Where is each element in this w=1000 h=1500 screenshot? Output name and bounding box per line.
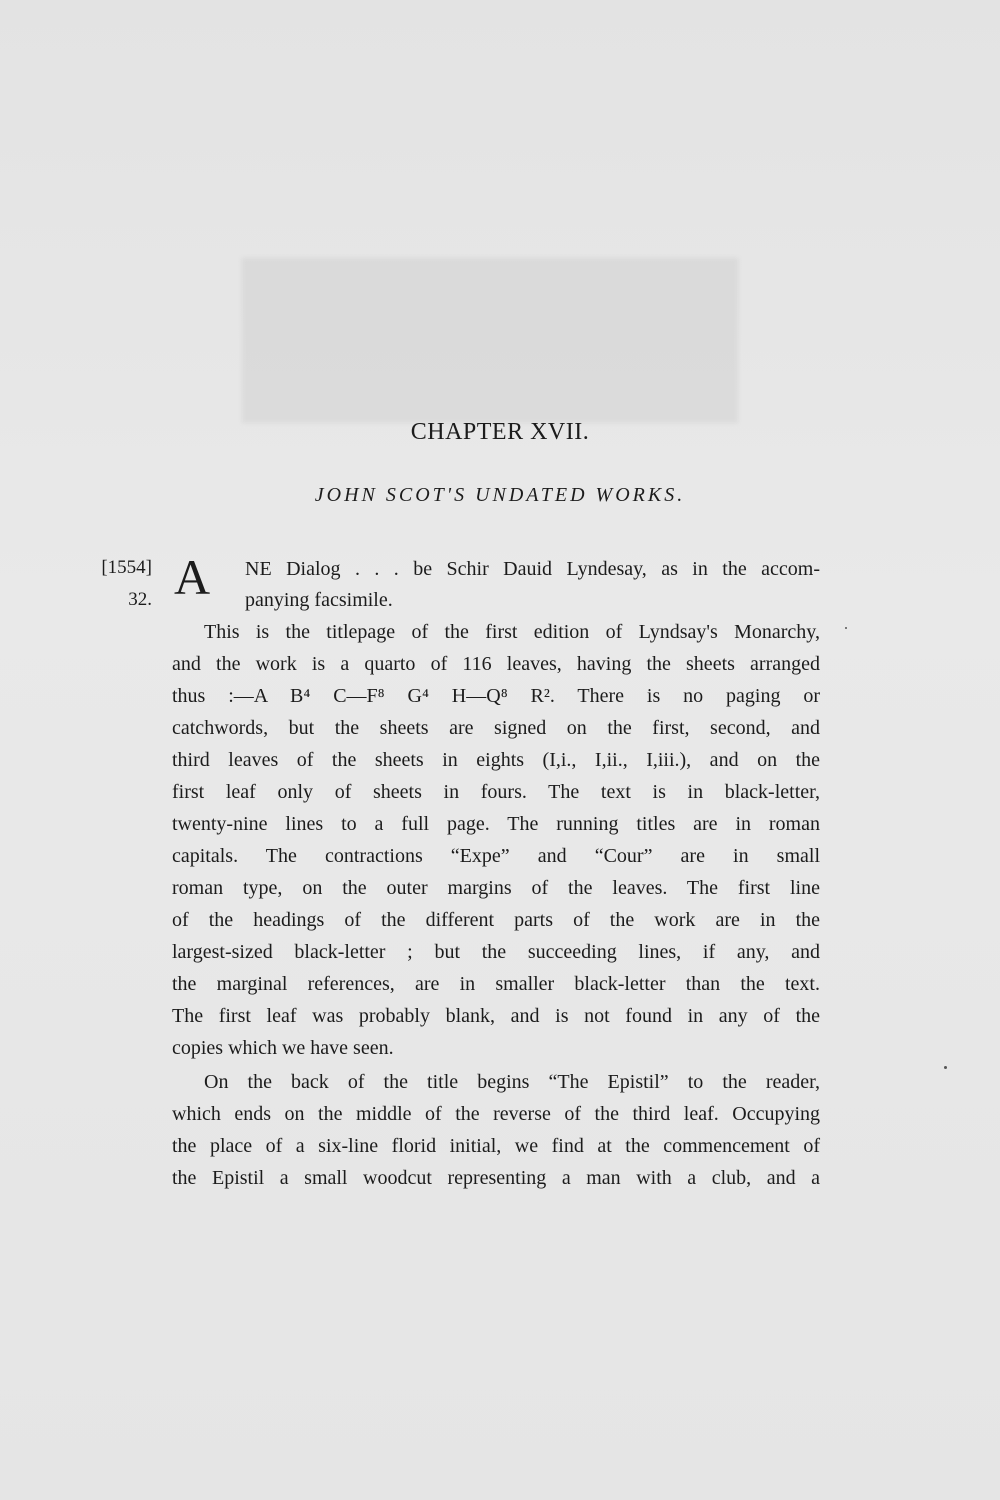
paragraph-line: the place of a six-line florid initial, we find at the commencement of bbox=[172, 1135, 820, 1157]
paragraph-line: largest-sized black-letter ; but the succeeding lines, if any, and bbox=[172, 941, 820, 963]
paragraph-line: catchwords, but the sheets are signed on the first, second, and bbox=[172, 717, 820, 739]
paragraph-line: of the headings of the different parts of the work are in the bbox=[172, 909, 820, 931]
paragraph-line: third leaves of the sheets in eights (I,i., I,ii., I,iii.), and on the bbox=[172, 749, 820, 771]
paragraph-line: and the work is a quarto of 116 leaves, having the sheets arranged bbox=[172, 653, 820, 675]
chapter-heading: CHAPTER XVII. bbox=[410, 419, 590, 445]
chapter-subtitle: JOHN SCOT'S UNDATED WORKS. bbox=[314, 484, 686, 506]
paragraph-2 bbox=[172, 616, 820, 1064]
paragraph-line: thus :—A B⁴ C—F⁸ G⁴ H—Q⁸ R². There is no paging or bbox=[172, 685, 820, 707]
paragraph-line: first leaf only of sheets in fours. The text is in black-letter, bbox=[172, 781, 820, 803]
margin-number: 32. bbox=[128, 589, 152, 610]
paragraph-line: the marginal references, are in smaller black-letter than the text. bbox=[172, 973, 820, 995]
show-through-shadow bbox=[242, 258, 738, 423]
paragraph-line: copies which we have seen. bbox=[172, 1037, 394, 1059]
paragraph1-line1: NE Dialog . . . be Schir Dauid Lyndesay, as in the accom- bbox=[245, 558, 820, 580]
paragraph-3 bbox=[172, 1066, 820, 1194]
paragraph-line: On the back of the title begins “The Epistil” to the reader, bbox=[204, 1071, 820, 1093]
margin-year: [1554] bbox=[101, 557, 152, 578]
paragraph-line: twenty-nine lines to a full page. The running titles are in roman bbox=[172, 813, 820, 835]
paragraph-line: The first leaf was probably blank, and is not found in any of the bbox=[172, 1005, 820, 1027]
ink-speck bbox=[845, 627, 847, 629]
paragraph-line: roman type, on the outer margins of the leaves. The first line bbox=[172, 877, 820, 899]
paragraph1-line2: panying facsimile. bbox=[245, 589, 393, 611]
paragraph-line: This is the titlepage of the first edition of Lyndsay's Monarchy, bbox=[204, 621, 820, 643]
drop-initial: A bbox=[174, 549, 211, 605]
paragraph-line: which ends on the middle of the reverse of the third leaf. Occupying bbox=[172, 1103, 820, 1125]
paragraph-line: the Epistil a small woodcut representing a man with a club, and a bbox=[172, 1167, 820, 1189]
ink-speck bbox=[944, 1066, 947, 1069]
paragraph-line: capitals. The contractions “Expe” and “Cour” are in small bbox=[172, 845, 820, 867]
